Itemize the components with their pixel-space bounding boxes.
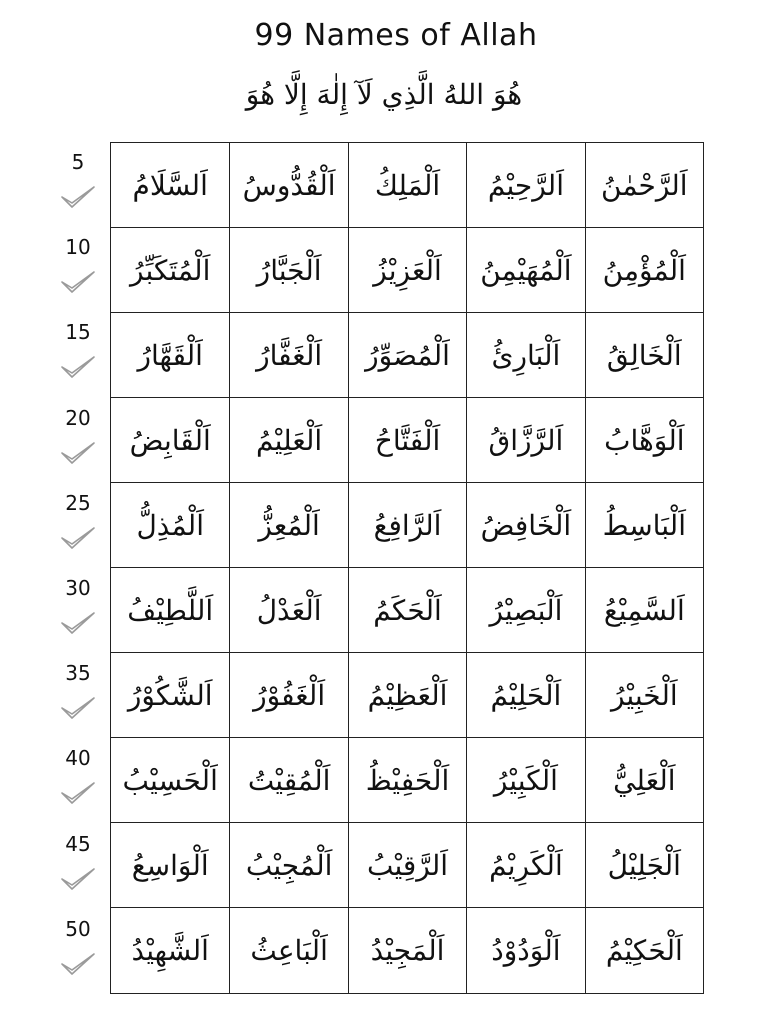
- row-count-label: 10: [65, 235, 91, 260]
- name-cell: اَلْجَلِيْلُ: [585, 823, 703, 908]
- name-cell: اَللَّطِيْفُ: [111, 568, 229, 653]
- row-count-label: 25: [65, 490, 91, 515]
- checkmark-icon[interactable]: [59, 354, 97, 380]
- checkmark-icon[interactable]: [59, 269, 97, 295]
- row-marker: [50, 483, 106, 568]
- name-cell: اَلْعَدْلُ: [229, 568, 347, 653]
- name-cell: اَلْجَبَّارُ: [229, 228, 347, 313]
- name-cell: اَلشَّكُوْرُ: [111, 653, 229, 738]
- row-marker: [50, 909, 106, 994]
- name-cell: اَلْعَلِيْمُ: [229, 398, 347, 483]
- name-cell: اَلْحَكِيْمُ: [585, 908, 703, 993]
- name-cell: اَلْعَظِيْمُ: [348, 653, 466, 738]
- name-cell: اَلْكَبِيْرُ: [466, 738, 584, 823]
- name-cell: اَلْحَفِيْظُ: [348, 738, 466, 823]
- name-cell: اَلْمُعِزُّ: [229, 483, 347, 568]
- name-cell: اَلرَّحِيْمُ: [466, 143, 584, 228]
- row-count-label: 50: [65, 916, 91, 941]
- row-marker: [50, 824, 106, 909]
- name-cell: اَلْحَكَمُ: [348, 568, 466, 653]
- row-count-label: 15: [65, 320, 91, 345]
- name-cell: اَلْبَصِيْرُ: [466, 568, 584, 653]
- checkmark-icon[interactable]: [59, 184, 97, 210]
- checkmark-icon[interactable]: [59, 610, 97, 636]
- name-cell: اَلْخَالِقُ: [585, 313, 703, 398]
- name-cell: اَلْمُجِيْبُ: [229, 823, 347, 908]
- row-count-label: 35: [65, 661, 91, 686]
- page-title: 99 Names of Allah: [254, 18, 538, 53]
- names-grid: [110, 142, 704, 994]
- name-cell: اَلْبَارِئُ: [466, 313, 584, 398]
- name-cell: اَلرَّافِعُ: [348, 483, 466, 568]
- name-cell: اَلرَّحْمٰنُ: [585, 143, 703, 228]
- checkmark-icon[interactable]: [59, 525, 97, 551]
- row-marker: [50, 312, 106, 397]
- name-cell: اَلْبَاسِطُ: [585, 483, 703, 568]
- row-marker: [50, 227, 106, 312]
- name-cell: اَلْمُتَكَبِّرُ: [111, 228, 229, 313]
- name-cell: اَلْقَهَّارُ: [111, 313, 229, 398]
- name-cell: اَلسَّمِيْعُ: [585, 568, 703, 653]
- name-cell: اَلْعَلِيُّ: [585, 738, 703, 823]
- name-cell: اَلْحَسِيْبُ: [111, 738, 229, 823]
- row-marker: [50, 142, 106, 227]
- row-marker: [50, 738, 106, 823]
- name-cell: اَلْمُصَوِّرُ: [348, 313, 466, 398]
- name-cell: اَلْعَزِيْزُ: [348, 228, 466, 313]
- checkmark-icon[interactable]: [59, 780, 97, 806]
- name-cell: اَلْمُقِيْتُ: [229, 738, 347, 823]
- name-cell: اَلْمُؤْمِنُ: [585, 228, 703, 313]
- name-cell: اَلرَّقِيْبُ: [348, 823, 466, 908]
- row-count-label: 20: [65, 405, 91, 430]
- row-marker: [50, 398, 106, 483]
- row-marker: [50, 568, 106, 653]
- name-cell: اَلْغَفُوْرُ: [229, 653, 347, 738]
- name-cell: اَلْخَبِيْرُ: [585, 653, 703, 738]
- name-cell: اَلْفَتَّاحُ: [348, 398, 466, 483]
- row-count-label: 45: [65, 831, 91, 856]
- row-count-label: 5: [71, 150, 85, 174]
- page-subtitle: هُوَ اللهُ الَّذِي لَآ إِلٰهَ إِلَّا هُوَ: [245, 78, 523, 111]
- name-cell: اَلسَّلَامُ: [111, 143, 229, 228]
- name-cell: اَلْوَدُوْدُ: [466, 908, 584, 993]
- name-cell: اَلْوَهَّابُ: [585, 398, 703, 483]
- name-cell: اَلْمَلِكُ: [348, 143, 466, 228]
- name-cell: اَلْمُهَيْمِنُ: [466, 228, 584, 313]
- name-cell: اَلْكَرِيْمُ: [466, 823, 584, 908]
- checkmark-icon[interactable]: [59, 695, 97, 721]
- name-cell: اَلشَّهِيْدُ: [131, 934, 209, 967]
- name-cell: اَلْقُدُّوسُ: [229, 143, 347, 228]
- name-cell: اَلْغَفَّارُ: [229, 313, 347, 398]
- name-cell: اَلرَّزَّاقُ: [466, 398, 584, 483]
- checkmark-icon[interactable]: [59, 440, 97, 466]
- name-cell: اَلْحَلِيْمُ: [466, 653, 584, 738]
- row-count-label: 30: [65, 576, 91, 600]
- checkmark-icon[interactable]: [59, 866, 97, 892]
- name-cell: اَلْقَابِضُ: [111, 398, 229, 483]
- checkmark-icon[interactable]: [59, 951, 97, 977]
- name-cell: اَلْمُذِلُّ: [111, 483, 229, 568]
- row-marker: [50, 653, 106, 738]
- row-count-label: 40: [65, 746, 91, 771]
- name-cell: اَلْخَافِضُ: [466, 483, 584, 568]
- name-cell: اَلْبَاعِثُ: [229, 908, 347, 993]
- name-cell: اَلْوَاسِعُ: [111, 823, 229, 908]
- name-cell: اَلْمَجِيْدُ: [348, 908, 466, 993]
